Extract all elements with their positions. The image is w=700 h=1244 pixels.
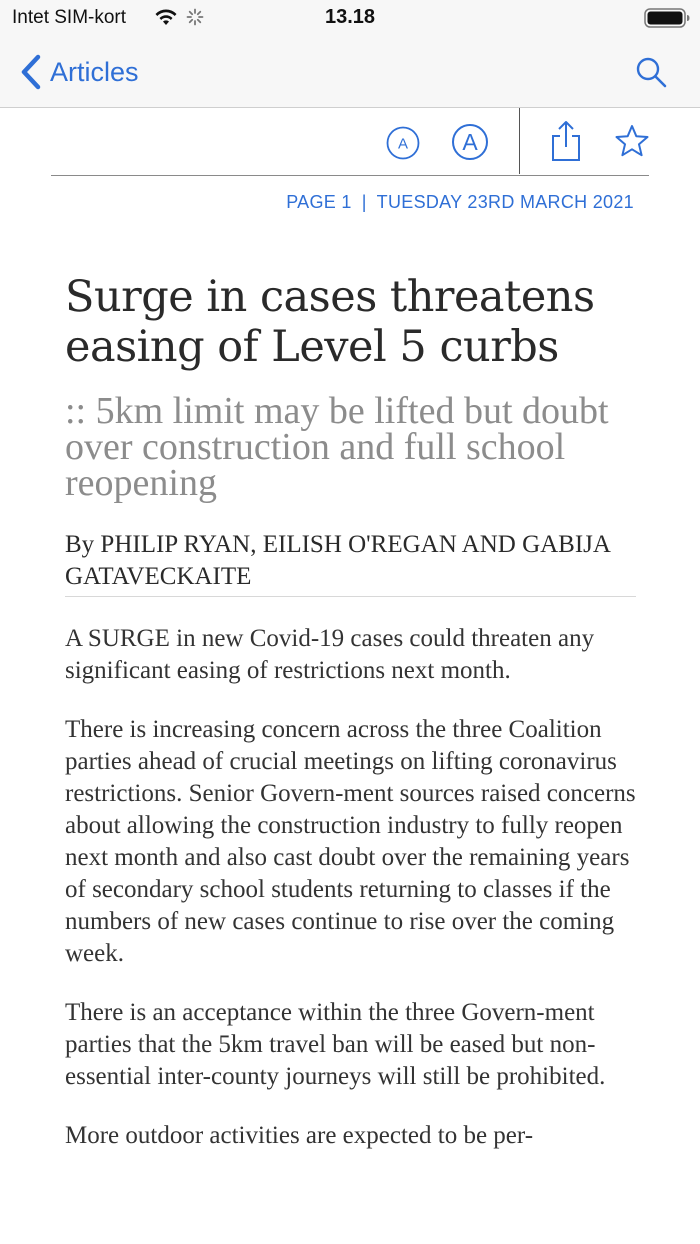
page-number: PAGE 1 bbox=[286, 192, 352, 212]
share-icon[interactable] bbox=[549, 120, 583, 162]
toolbar-divider bbox=[519, 108, 520, 174]
clock: 13.18 bbox=[324, 6, 376, 28]
decrease-font-icon[interactable] bbox=[386, 126, 420, 160]
article-toolbar bbox=[51, 108, 649, 176]
paragraph: There is increasing concern across the three Coalition parties ahead of crucial meetings on lifting coronavirus restrictions. Senior Govern-ment sources raised concerns about allowing the construction industry to fully reopen next month and also cast doubt over the remaining years of secondary school students returning to classes if the numbers of new cases continue to rise over the coming week. bbox=[65, 716, 636, 967]
search-icon[interactable] bbox=[634, 55, 668, 89]
article-headline: Surge in cases threatens easing of Level 5 curbs bbox=[65, 272, 595, 372]
star-icon[interactable] bbox=[614, 124, 650, 158]
increase-font-icon[interactable] bbox=[451, 123, 489, 161]
font-large-letter: A bbox=[462, 129, 478, 155]
status-bar bbox=[0, 0, 700, 36]
font-small-letter: A bbox=[397, 135, 409, 153]
issue-date: TUESDAY 23RD MARCH 2021 bbox=[376, 192, 634, 212]
carrier-label: Intet SIM-kort bbox=[12, 7, 127, 28]
paragraph: There is an acceptance within the three Govern-ment parties that the 5km travel ban will be eased but non-essential inter-county journeys will still be prohibited. bbox=[65, 999, 606, 1090]
page-date-info bbox=[286, 192, 634, 213]
paragraph: A SURGE in new Covid-19 cases could threaten any significant easing of restrictions next month. bbox=[65, 625, 595, 684]
chevron-left-icon bbox=[18, 52, 44, 92]
paragraph: More outdoor activities are expected to be per- bbox=[65, 1122, 534, 1149]
navigation-bar bbox=[0, 36, 700, 108]
page-date-separator: | bbox=[361, 192, 367, 212]
article-body bbox=[65, 623, 640, 1179]
article-subhead: :: 5km limit may be lifted but doubt over construction and full school reopening bbox=[65, 390, 609, 504]
battery-icon bbox=[644, 7, 690, 29]
back-button[interactable] bbox=[18, 50, 139, 94]
back-label: Articles bbox=[50, 56, 139, 87]
article-byline: By PHILIP RYAN, EILISH O'REGAN AND GABIJA GATAVECKAITE bbox=[65, 529, 636, 597]
